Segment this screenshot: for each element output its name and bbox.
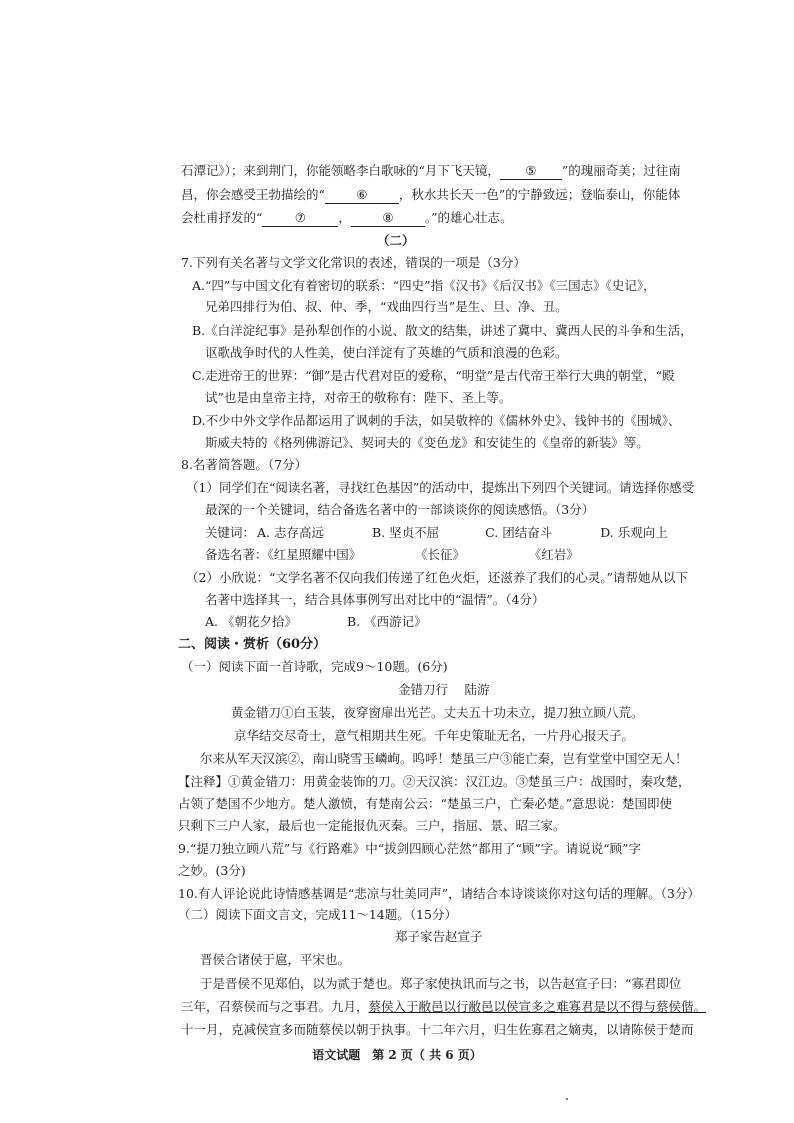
prose-line-3 <box>181 999 706 1015</box>
q8-part1-cont: 最深的一个关键词，结合备选名著中的一部谈谈你的阅读感悟。（3分） <box>205 502 595 517</box>
fill-text: ，秋水共长天一色”的宁静致远；登临泰山，你能体 <box>398 187 681 202</box>
prose-title: 郑子家告赵宣子 <box>395 929 483 944</box>
q8-options <box>205 614 427 630</box>
book-2: 《长征》 <box>421 547 466 562</box>
scan-speck <box>566 1098 568 1100</box>
note-line-3: 只剩下三户人家，最后也一定能报仇灭秦。三户，指屈、景、昭三家。 <box>178 818 566 833</box>
fill-line-2 <box>181 187 680 204</box>
answer-blank-7[interactable]: ⑦ <box>262 210 338 227</box>
poem-title: 金错刀行 陆游 <box>398 682 490 697</box>
keyword-c: C. 团结奋斗 <box>485 525 553 540</box>
poem-line-3: 尔来从军天汉滨②，南山晓雪玉嶙峋。呜呼！楚虽三户③能亡秦，岂有堂堂中国空无人！ <box>200 751 688 766</box>
q8-keywords <box>205 525 668 541</box>
fill-text: 昌，你会感受王勃描绘的“ <box>181 187 325 202</box>
prose-line-1: 晋侯合诸侯于扈，平宋也。 <box>200 952 351 967</box>
prose-text: 三年，召蔡侯而与之事君。九月， <box>181 999 369 1014</box>
q7-option-c: C.走进帝王的世界：“御”是古代君对臣的爱称，“明堂”是古代帝王举行大典的朝堂，“殿 <box>192 368 675 383</box>
book-3: 《红岩》 <box>535 547 579 562</box>
q8-books <box>205 547 579 563</box>
q8-part2: （2）小欣说：“文学名著不仅向我们传递了红色火炬，还滋养了我们的心灵。”请帮她从以下 <box>186 570 688 585</box>
q8-option-a: A. 《朝花夕拾》 <box>205 614 297 629</box>
keyword-b: B. 坚贞不屈 <box>372 525 440 540</box>
part-heading: （二） <box>377 233 415 248</box>
page-footer: 语文试题 第 2 页（ 共 6 页） <box>312 1048 482 1062</box>
poem-line-2: 京华结交尽奇士，意气相期共生死。千年史策耻无名，一片丹心报天子。 <box>234 728 635 743</box>
fill-line-1 <box>181 163 681 180</box>
keyword-a: A. 志存高远 <box>257 525 324 540</box>
q7-stem: 7.下列有关名著与文学文化常识的表述，错误的一项是（3分） <box>181 255 526 270</box>
q7-option-b: B.《白洋淀纪事》是孙犁创作的小说、散文的结集，讲述了冀中、冀西人民的斗争和生活， <box>192 323 693 338</box>
q7-option-d: D.不少中外文学作品都运用了讽刺的手法，如吴敬梓的《儒林外史》、钱钟书的《围城》、 <box>192 413 681 428</box>
q8-part2-cont: 名著中选择其一，结合具体事例写出对比中的“温情”。（4分） <box>205 592 545 607</box>
fill-text: 会杜甫抒发的“ <box>181 210 263 225</box>
q8-stem: 8.名著简答题。（7分） <box>181 457 308 472</box>
fill-text: 石潭记》）；来到荆门，你能领略李白歌咏的“月下飞天镜， <box>181 163 500 178</box>
q7-option-d-cont: 斯威夫特的《格列佛游记》、契诃夫的《变色龙》和安徒生的《皇帝的新装》等。 <box>205 435 649 450</box>
note-line-1: 【注释】①黄金错刀：用黄金装饰的刀。②天汉滨：汉江边。③楚虽三户：战国时，秦攻楚， <box>178 774 691 789</box>
underlined-sentence: 蔡侯入于敝邑以行敝邑以侯宣多之难寡君是以不得与蔡侯偕。 <box>368 999 707 1014</box>
answer-blank-6[interactable]: ⑥ <box>325 187 399 204</box>
q9-line-1: 9.“提刀独立顾八荒”与《行路难》中“拔剑四顾心茫然”都用了“顾”字。请说说“顾”字 <box>178 841 642 856</box>
q10: 10.有人评论说此诗情感基调是“悲凉与壮美同声”，请结合本诗谈谈你对这句话的理解。（3分） <box>178 886 700 901</box>
fill-text: ”的瑰丽奇美；过往南 <box>561 163 681 178</box>
note-line-2: 占领了楚国不少地方。楚人激愤，有楚南公云：“楚虽三户，亡秦必楚。”意思说：楚国即使 <box>178 796 673 811</box>
q7-option-b-cont: 讴歌战争时代的人性美，使白洋淀有了英雄的气质和浪漫的色彩。 <box>205 345 568 360</box>
answer-blank-5[interactable]: ⑤ <box>500 163 562 180</box>
subsection-heading-2: （二）阅读下面文言文，完成11～14题。（15分） <box>178 907 457 922</box>
keywords-label: 关键词： <box>205 525 256 540</box>
q7-option-a: A.“四”与中国文化有着密切的联系：“四史”指《汉书》《后汉书》《三国志》《史记》， <box>192 278 656 293</box>
prose-line-2: 于是晋侯不见郑伯，以为贰于楚也。郑子家使执讯而与之书，以告赵宣子曰：“寡君即位 <box>200 976 682 991</box>
q8-option-b: B. 《西游记》 <box>346 614 427 629</box>
fill-text: ， <box>338 210 351 225</box>
q7-option-c-cont: 试”也是由皇帝主持，对帝王的敬称有：陛下、圣上等。 <box>205 390 512 405</box>
section-heading: 二、阅读・赏析（60分） <box>178 637 327 652</box>
answer-blank-8[interactable]: ⑧ <box>351 210 425 227</box>
books-label: 备选名著： <box>205 547 268 562</box>
book-1: 《红星照耀中国》 <box>267 547 362 562</box>
prose-line-4: 十一月，克减侯宣多而随蔡侯以朝于执事。十二年六月，归生佐寡君之嫡夷，以请陈侯于楚而 <box>181 1022 694 1037</box>
keyword-d: D. 乐观向上 <box>600 525 668 540</box>
subsection-heading-1: （一）阅读下面一首诗歌，完成9～10题。(6分) <box>181 659 448 674</box>
q7-option-a-cont: 兄弟四排行为伯、叔、仲、季，“戏曲四行当”是生、旦、净、丑。 <box>205 299 568 314</box>
poem-line-1: 黄金错刀①白玉装，夜穿窗扉出光芒。丈夫五十功未立，提刀独立顾八荒。 <box>231 705 644 720</box>
q9-line-2: 之妙。(3分) <box>178 863 246 878</box>
fill-line-3 <box>181 210 513 227</box>
fill-text: 。”的雄心壮志。 <box>424 210 513 225</box>
q8-part1: （1）同学们在“阅读名著，寻找红色基因”的活动中，提炼出下列四个关键词。请选择你感受 <box>186 480 695 495</box>
